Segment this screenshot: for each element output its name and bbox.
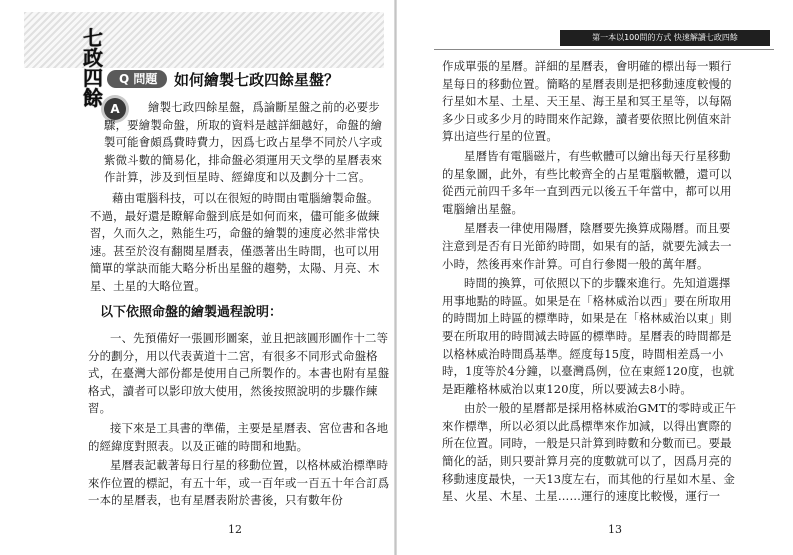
paragraph: 星曆表一律使用陽曆，陰曆要先換算成陽曆。而且要注意到是否有日光節約時間，如果有的話，就要先減去一小時，然後再來作計算。可自行參閱一般的萬年曆。	[442, 221, 732, 271]
paragraph: 繪製七政四餘星盤，爲論斷星盤之前的必要步驟，要繪製命盤，所取的資料是越詳細越好，命盤的繪製可能會頗爲費時費力，因爲七政占星學不同於八字或紫微斗數的簡易化，排命盤必須運用天文學的星曆表來作計算，涉及到恒星時、經緯度和以及劃分十二宮。	[104, 100, 383, 185]
step-paragraph: 一、先預備好一張圓形圖案，並且把該圓形圖作十二等分的劃分，用以代表黃道十二宮，有很多不同形式命盤格式，在臺灣大部份都是使用自己所製作的。本書也附有星盤格式，讀者可以影印放大使用，然後按照說明的步驟作練習。	[88, 331, 390, 416]
running-head: 第一本以100問的方式 快速解讀七政四餘	[560, 30, 770, 46]
answer-body-2	[90, 190, 390, 296]
side-title-char: 七	[83, 26, 103, 50]
page-number: 12	[228, 523, 242, 536]
chapter-side-title	[76, 28, 110, 108]
section-subheading: 以下依照命盤的繪製過程說明：	[100, 305, 283, 320]
paragraph: 由於一般的星曆都是採用格林威治GMT的零時或正午來作標準，所以必須以此爲標準來作加減，以得出實際的所在位置。同時，一般是只計算到時數和分數而已。要最簡化的話，則只要計算月亮的度數就可以了，因爲月亮的移動速度最快，一天13度左右，而其他的行星如木星、金星、火星、木星、土星……運行的速度比較慢，運行一	[442, 401, 737, 504]
paragraph: 時間的換算，可依照以下的步驟來進行。先知道選擇用事地點的時區。如果是在「格林威治以西」要在所取用的時間加上時區的標準時，如果是在「格林威治以東」則要在所取用的時間減去時區的標準時。星曆表的時間都是以格林威治時間爲基準。經度每15度，時間相差爲一小時，1度等於4分鐘，以臺灣爲例，位在東經120度，也就是距離格林威治以東120度，所以要減去8小時。	[442, 276, 735, 396]
step-paragraph: 接下來是工具書的準備，主要是星曆表、宮位書和各地的經緯度對照表。以及正確的時間和地點。	[88, 420, 389, 453]
step-paragraph: 星曆表記載著每日行星的移動位置，以格林威治標準時來作位置的標記，有五十年，或一百年或一百五十年合訂爲一本的星曆表，也有星曆表附於書後，只有數年份	[88, 458, 390, 508]
side-title-char: 政	[83, 46, 103, 70]
answer-badge: A	[104, 98, 126, 120]
question-badge: Q 問題	[107, 70, 167, 88]
paragraph: 作成單張的星曆。詳細的星曆表，會明確的標出每一顆行星每日的移動位置。簡略的星曆表則是把移動速度較慢的行星如木星、土星、天王星、海王星和冥王星等，以每隔多少日或多少月的時間來作記錄，讀者要依照比例值來計算出這些行星的位置。	[442, 59, 732, 144]
paragraph: 藉由電腦科技，可以在很短的時間由電腦繪製命盤。不過，最好還是瞭解命盤到底是如何而來，儘可能多做練習，久而久之，熟能生巧，命盤的繪製的速度必然非常快速。甚至於沒有翻閱星曆表，僅憑著出生時間，也可以用簡單的掌訣而能大略分析出星盤的趨勢，太陽、月亮、木星、土星的大略位置。	[90, 191, 380, 293]
left-page	[0, 0, 396, 555]
question-title: 如何繪製七政四餘星盤？	[174, 71, 340, 89]
right-body	[442, 58, 742, 506]
paragraph: 星曆皆有電腦磁片，有些軟體可以繪出每天行星移動的星象圖，此外，有些比較齊全的占星電腦軟體，還可以從西元前四千多年一直到西元以後五千年當中，都可以用電腦繪出星盤。	[442, 148, 732, 216]
side-title-char: 餘	[83, 86, 103, 110]
page-number: 13	[608, 523, 622, 536]
steps-list	[88, 330, 390, 510]
running-head-rule	[434, 49, 774, 50]
answer-body	[104, 99, 390, 187]
side-title-char: 四	[83, 66, 103, 90]
